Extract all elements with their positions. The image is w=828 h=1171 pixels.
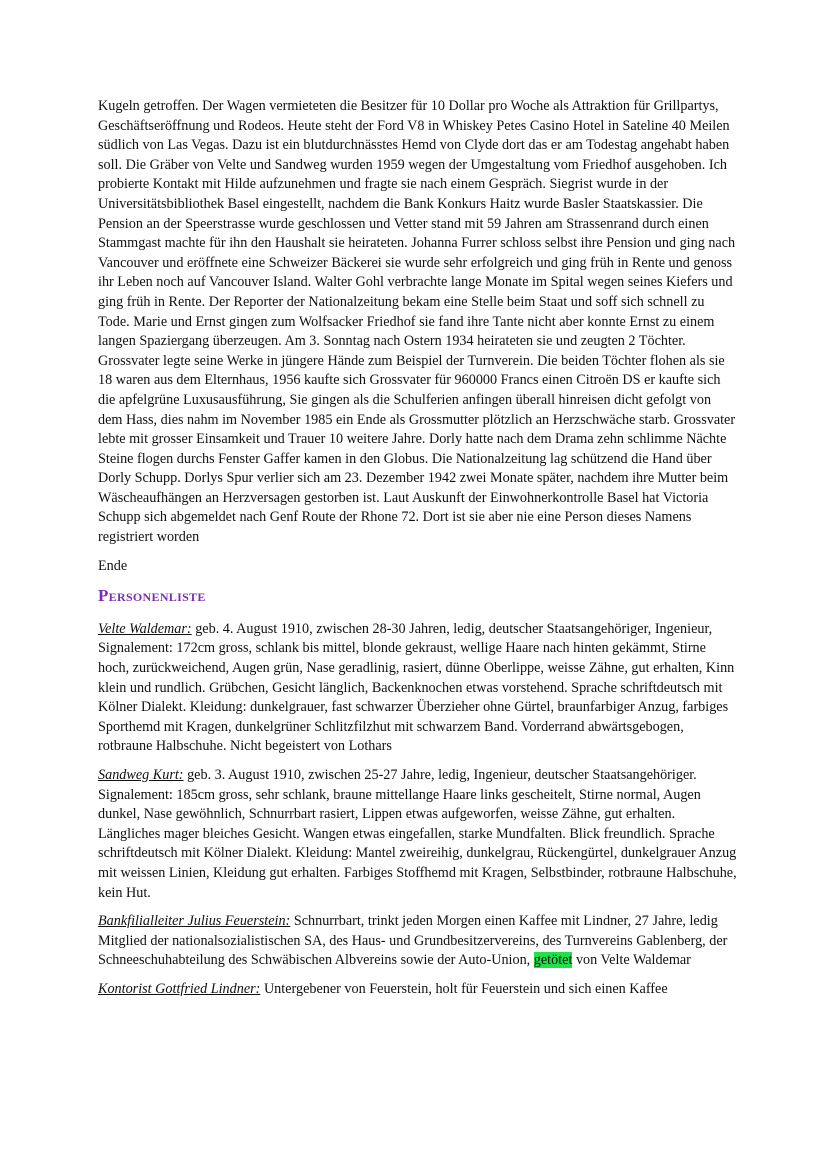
person-text-sandweg: geb. 3. August 1910, zwischen 25-27 Jahre, ledig, Ingenieur, deutscher Staatsangehöriger. Signalement: 185cm gross, sehr schlank, braune mittellange Haare links gescheitelt, Stirne normal, Augen dunkel, Nase gewöhnlich, Schnurrbart rasiert, Lippen etwas aufgeworfen, weisse Zähne, gut erhalten. Längliches mager bleiches Gesicht. Wangen etwas eingefallen, starke Mundfalten. Blick freundlich. Sprache schriftdeutsch mit Kölner Dialekt. Kleidung: Mantel zweireihig, dunkelgrau, Rückengürtel, dunkelgrauer Anzug mit weissen Linien, Kleidung gut erhalten. Farbiges Stoffhemd mit Kragen, Selbstbinder, rotbraune Halbschuhe, kein Hut. <box>98 767 737 901</box>
highlighted-word: getötet <box>533 952 573 969</box>
person-name-lindner: Kontorist Gottfried Lindner: <box>98 980 261 997</box>
person-entry-lindner <box>98 980 738 1000</box>
person-text-feuerstein: Schnurrbart, trinkt jeden Morgen einen Kaffee mit Lindner, 27 Jahre, ledig Mitglied der nationalsozialistischen SA, des Haus- und Grundbesitzervereins, des Turnvereins Gablenberg, der Schneeschuhabteilung des Schwäbischen Albvereins sowie der Auto-Union, <box>98 913 728 969</box>
body-paragraph: Kugeln getroffen. Der Wagen vermieteten die Besitzer für 10 Dollar pro Woche als Attraktion für Grillpartys, Geschäftseröffnung und Rodeos. Heute steht der Ford V8 in Whiskey Petes Casino Hotel in Sateline 40 Meilen südlich von Las Vegas. Dazu ist ein blutdurchnässtes Hemd von Clyde dort das er am Todestag angehabt haben soll. Die Gräber von Velte und Sandweg wurden 1959 wegen der Umgestaltung vom Friedhof ausgehoben. Ich probierte Kontakt mit Hilde aufzunehmen und fragte sie nach einem Gespräch. Siegrist wurde in der Universitätsbibliothek Basel eingestellt, nachdem die Bank Konkurs Haitz wurde Basler Staatskassier. Die Pension an der Speerstrasse wurde geschlossen und Vetter stand mit 59 Jahren am Strassenrand durch einen Stammgast machte für ihn den Haushalt sie heirateten. Johanna Furrer schloss selbst ihre Pension und ging nach Vancouver und eröffnete eine Schweizer Bäckerei sie wurde sehr erfolgreich und ging früh in Rente und genoss ihr Leben noch auf Vancouver Island. Walter Gohl verbrachte lange Monate im Spital wegen seines Kiefers und ging früh in Rente. Der Reporter der Nationalzeitung bekam eine Stelle beim Staat und soff sich schnell zu Tode. Marie und Ernst gingen zum Wolfsacker Friedhof sie fand ihre Tante nicht aber konnte Ernst zu einem langen Spaziergang überzeugen. Am 3. Sonntag nach Ostern 1934 heirateten sie und zeugten 2 Töchter. Grossvater legte seine Werke in jüngere Hände zum Beispiel der Turnverein. Die beiden Töchter flohen als sie 18 waren aus dem Elternhaus, 1956 kaufte sich Grossvater für 960000 Francs einen Citroën DS er kaufte sich die apfelgrüne Luxusausführung, Sie gingen als die Schulferien anfingen überall hinreisen dicht gefolgt von dem Hass, dies nahm im November 1985 ein Ende als Grossmutter plötzlich an Herzschwäche starb. Grossvater lebte mit grosser Einsamkeit und Trauer 10 weitere Jahre. Dorly hatte nach dem Drama zehn schlimme Nächte Steine flogen durchs Fenster Gaffer kamen in den Globus. Die Nationalzeitung lag schützend die Hand über Dorly Schupp. Dorlys Spur verlier sich am 23. Dezember 1942 zwei Monate später, nachdem ihre Mutter beim Wäscheaufhängen an Herzversagen gestorben ist. Laut Auskunft der Einwohnerkontrolle Basel hat Victoria Schupp sich abgemeldet nach Genf Route der Rhone 72. Dort ist sie aber nie eine Person dieses Namens registriert worden <box>98 98 736 546</box>
ende-text: Ende <box>98 557 128 574</box>
document-page <box>98 97 738 1009</box>
person-entry-velte <box>98 620 738 757</box>
person-entry-sandweg <box>98 766 738 903</box>
person-entry-feuerstein <box>98 912 738 971</box>
person-text-feuerstein-after: von Velte Waldemar <box>572 952 691 969</box>
person-name-feuerstein: Bankfilialleiter Julius Feuerstein: <box>98 913 291 930</box>
person-name-velte: Velte Waldemar: <box>98 620 192 637</box>
person-name-sandweg: Sandweg Kurt: <box>98 767 184 783</box>
person-text-lindner: Untergebener von Feuerstein, holt für Feuerstein und sich einen Kaffee <box>260 980 668 997</box>
person-text-velte: geb. 4. August 1910, zwischen 28-30 Jahren, ledig, deutscher Staatsangehöriger, Ingenieur, Signalement: 172cm gross, schlank bis mittel, blonde gekraust, wellige Haare nach hinten gekämmt, Stirne hoch, zurückweichend, Augen grün, Nase geradlinig, rasiert, dünne Oberlippe, weisse Zähne, gut erhalten, Kinn klein und rundlich. Grübchen, Gesicht länglich, Backenknochen etwas vorstehend. Sprache schriftdeutsch mit Kölner Dialekt. Kleidung: dunkelgrauer, fast schwarzer Überzieher ohne Gürtel, braunfarbiger Anzug, farbiges Sporthemd mit Kragen, dunkelgrüner Schlitzfilzhut mit schwarzem Band. Vorderrand abwärtsgebogen, rotbraune Halbschuhe. Nicht begeistert von Lothars <box>98 620 735 755</box>
personenliste-heading: Personenliste <box>98 586 206 606</box>
